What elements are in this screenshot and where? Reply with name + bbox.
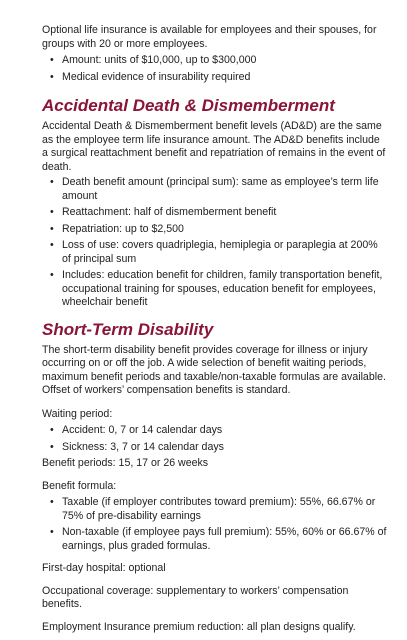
ei-premium-reduction: Employment Insurance premium reduction: all plan designs qualify. xyxy=(42,620,356,633)
list-item: • Repatriation: up to $2,500 xyxy=(42,223,387,237)
list-item: • Accident: 0, 7 or 14 calendar days xyxy=(42,424,387,438)
std-paragraph: The short-term disability benefit provides coverage for illness or injury occurring on or off the job. A wide selection of benefit waiting periods, maximum benefit periods and taxable/non-taxable formulas are available. Offset of workers’ compensation benefits is standard. xyxy=(42,343,386,396)
benefit-periods: Benefit periods: 15, 17 or 26 weeks xyxy=(42,457,209,469)
list-item: • Death benefit amount (principal sum): same as employee’s term life amount xyxy=(42,176,387,203)
list-item: • Reattachment: half of dismemberment benefit xyxy=(42,206,387,220)
benefit-formula-list xyxy=(42,496,387,553)
list-item: • Sickness: 3, 7 or 14 calendar days xyxy=(42,441,387,455)
first-day-hospital: First-day hospital: optional xyxy=(42,562,166,574)
list-item: • Includes: education benefit for children, family transportation benefit, occupational training for spouses, education benefit for employees, wheelchair benefit xyxy=(42,269,387,310)
std-heading: Short-Term Disability xyxy=(42,319,214,339)
list-item: • Loss of use: covers quadriplegia, hemiplegia or paraplegia at 200% of principal sum xyxy=(42,239,387,266)
waiting-period-list xyxy=(42,424,387,454)
list-item: • Amount: units of $10,000, up to $300,000 xyxy=(42,54,387,68)
add-paragraph: Accidental Death & Dismemberment benefit levels (AD&D) are the same as the employee term life insurance amount. The AD&D benefits include a surgical reattachment benefit and repatriation of remains in the event of death. xyxy=(42,120,386,173)
add-heading: Accidental Death & Dismemberment xyxy=(42,96,335,115)
list-item: • Taxable (if employer contributes toward premium): 55%, 66.67% or 75% of pre-disability earnings xyxy=(42,496,387,523)
waiting-period-label: Waiting period: xyxy=(42,407,113,420)
occupational-coverage: Occupational coverage: supplementary to workers’ compensation benefits. xyxy=(42,584,349,610)
intro-bullet-list xyxy=(42,54,387,84)
list-item: • Medical evidence of insurability required xyxy=(42,71,387,85)
list-item: • Non-taxable (if employee pays full premium): 55%, 60% or 66.67% of earnings, plus graded formulas. xyxy=(42,526,387,553)
benefit-formula-label: Benefit formula: xyxy=(42,479,117,492)
intro-paragraph: Optional life insurance is available for employees and their spouses, for groups with 20 or more employees. xyxy=(42,24,377,50)
add-bullet-list xyxy=(42,176,387,310)
